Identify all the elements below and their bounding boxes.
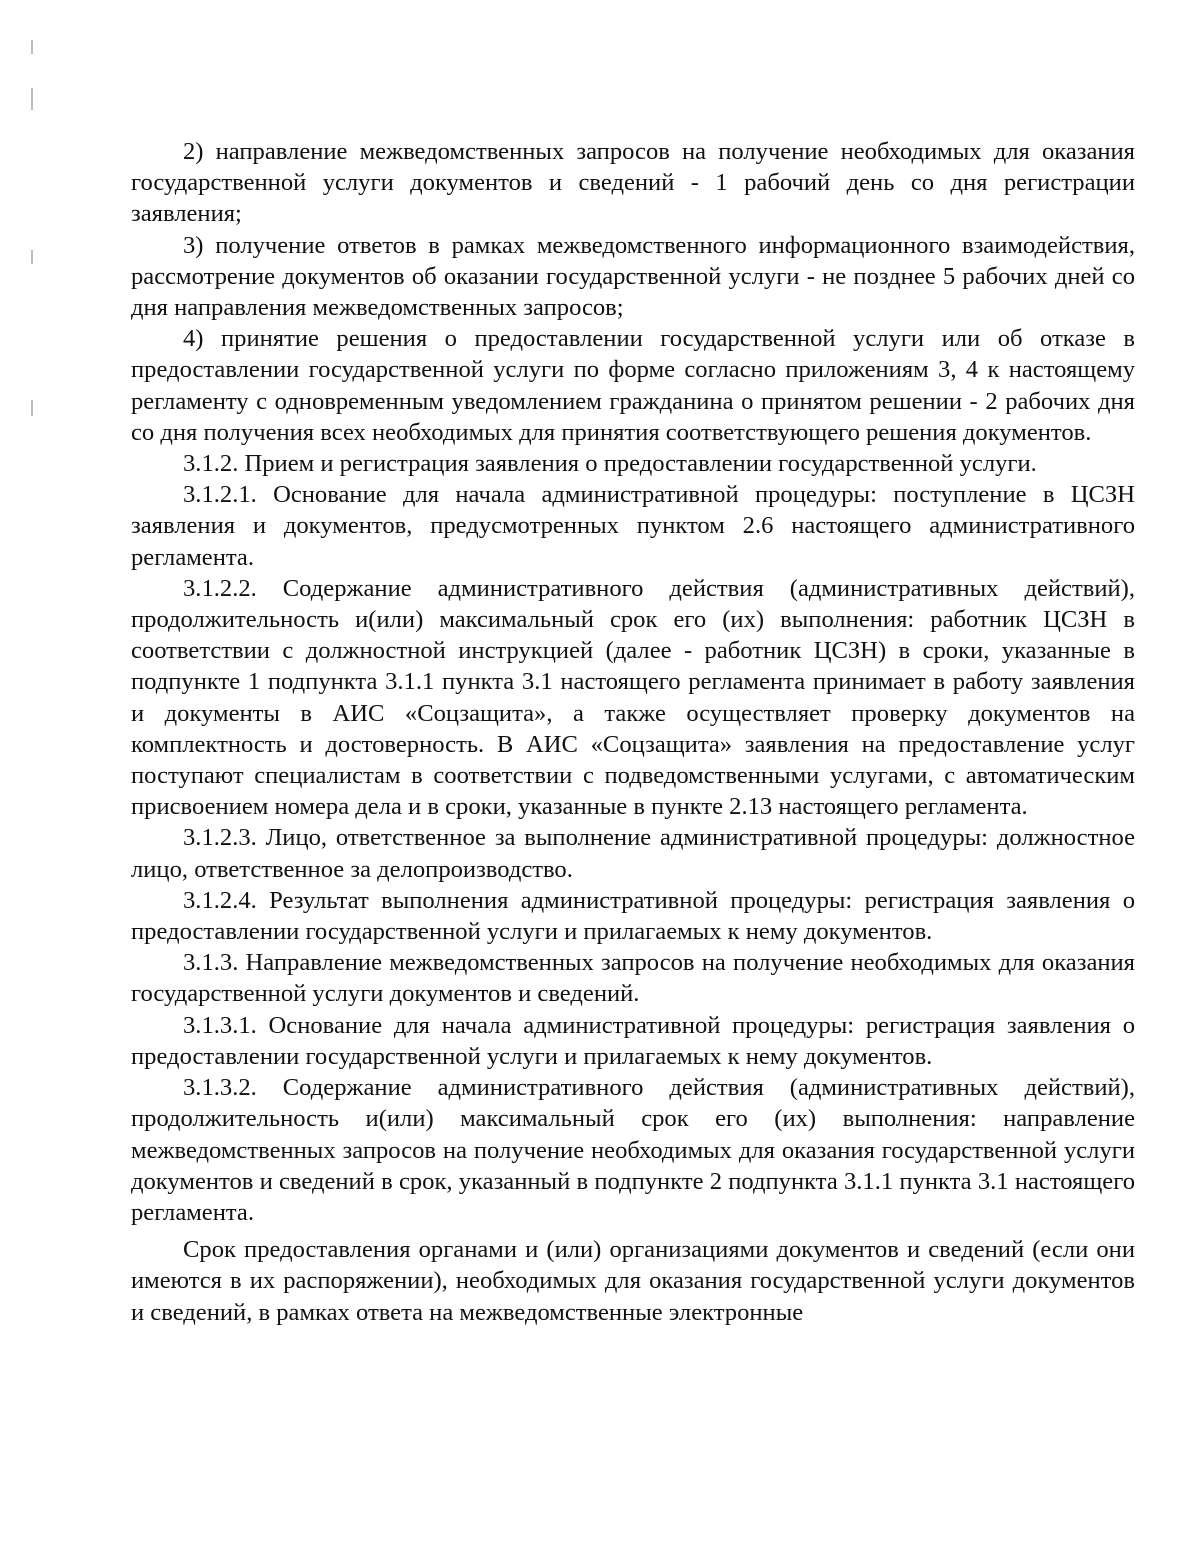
paragraph-3-1-2-3: 3.1.2.3. Лицо, ответственное за выполнение административной процедуры: должностное лицо, ответственное за делопроизводство. bbox=[131, 824, 1135, 883]
document-page bbox=[131, 136, 1135, 1328]
paragraph-3-1-2: 3.1.2. Прием и регистрация заявления о предоставлении государственной услуги. bbox=[183, 450, 1037, 478]
scan-edge-mark bbox=[31, 40, 33, 54]
scan-edge-mark bbox=[31, 400, 33, 416]
paragraph-3-1-3-2: 3.1.3.2. Содержание административного действия (административных действий), продолжительность и(или) максимальный срок его (их) выполнения: направление межведомственных запросов на получение необходимых для оказания государственной услуги документов и сведений в срок, указанный в подпункте 2 подпункта 3.1.1 пункта 3.1 настоящего регламента. bbox=[131, 1074, 1135, 1226]
paragraph-item-3: 3) получение ответов в рамках межведомственного информационного взаимодействия, рассмотрение документов об оказании государственной услуги - не позднее 5 рабочих дней со дня направления межведомственных запросов; bbox=[131, 231, 1135, 322]
paragraph-item-4: 4) принятие решения о предоставлении государственной услуги или об отказе в предоставлении государственной услуги по форме согласно приложениям 3, 4 к настоящему регламенту с одновременным уведомлением гражданина о принятом решении - 2 рабочих дня со дня получения всех необходимых для принятия соответствующего решения документов. bbox=[131, 325, 1135, 446]
scan-edge-mark bbox=[31, 250, 33, 264]
paragraph-deadline: Срок предоставления органами и (или) организациями документов и сведений (если они имеются в их распоряжении), необходимых для оказания государственной услуги документов и сведений, в рамках ответа на межведомственные электронные bbox=[131, 1236, 1135, 1326]
paragraph-3-1-2-1: 3.1.2.1. Основание для начала административной процедуры: поступление в ЦСЗН заявления и документов, предусмотренных пунктом 2.6 настоящего административного регламента. bbox=[131, 481, 1135, 571]
paragraph-3-1-2-4: 3.1.2.4. Результат выполнения административной процедуры: регистрация заявления о предоставлении государственной услуги и прилагаемых к нему документов. bbox=[131, 886, 1135, 946]
scan-edge-mark bbox=[31, 88, 33, 110]
paragraph-3-1-3-1: 3.1.3.1. Основание для начала административной процедуры: регистрация заявления о предоставлении государственной услуги и прилагаемых к нему документов. bbox=[131, 1011, 1135, 1070]
paragraph-3-1-2-2: 3.1.2.2. Содержание административного действия (административных действий), продолжительность и(или) максимальный срок его (их) выполнения: работник ЦСЗН в соответствии с должностной инструкцией (далее - работник ЦСЗН) в сроки, указанные в подпункте 1 подпункта 3.1.1 пункта 3.1 настоящего регламента принимает в работу заявления и документы в АИС «Соцзащита», а также осуществляет проверку документов на комплектность и достоверность. В АИС «Соцзащита» заявления на предоставление услуг поступают специалистам в соответствии с подведомственными услугами, с автоматическим присвоением номера дела и в сроки, указанные в пункте 2.13 настоящего регламента. bbox=[131, 574, 1135, 821]
paragraph-item-2: 2) направление межведомственных запросов на получение необходимых для оказания государственной услуги документов и сведений - 1 рабочий день со дня регистрации заявления; bbox=[131, 138, 1135, 228]
paragraph-3-1-3: 3.1.3. Направление межведомственных запросов на получение необходимых для оказания государственной услуги документов и сведений. bbox=[131, 949, 1135, 1008]
